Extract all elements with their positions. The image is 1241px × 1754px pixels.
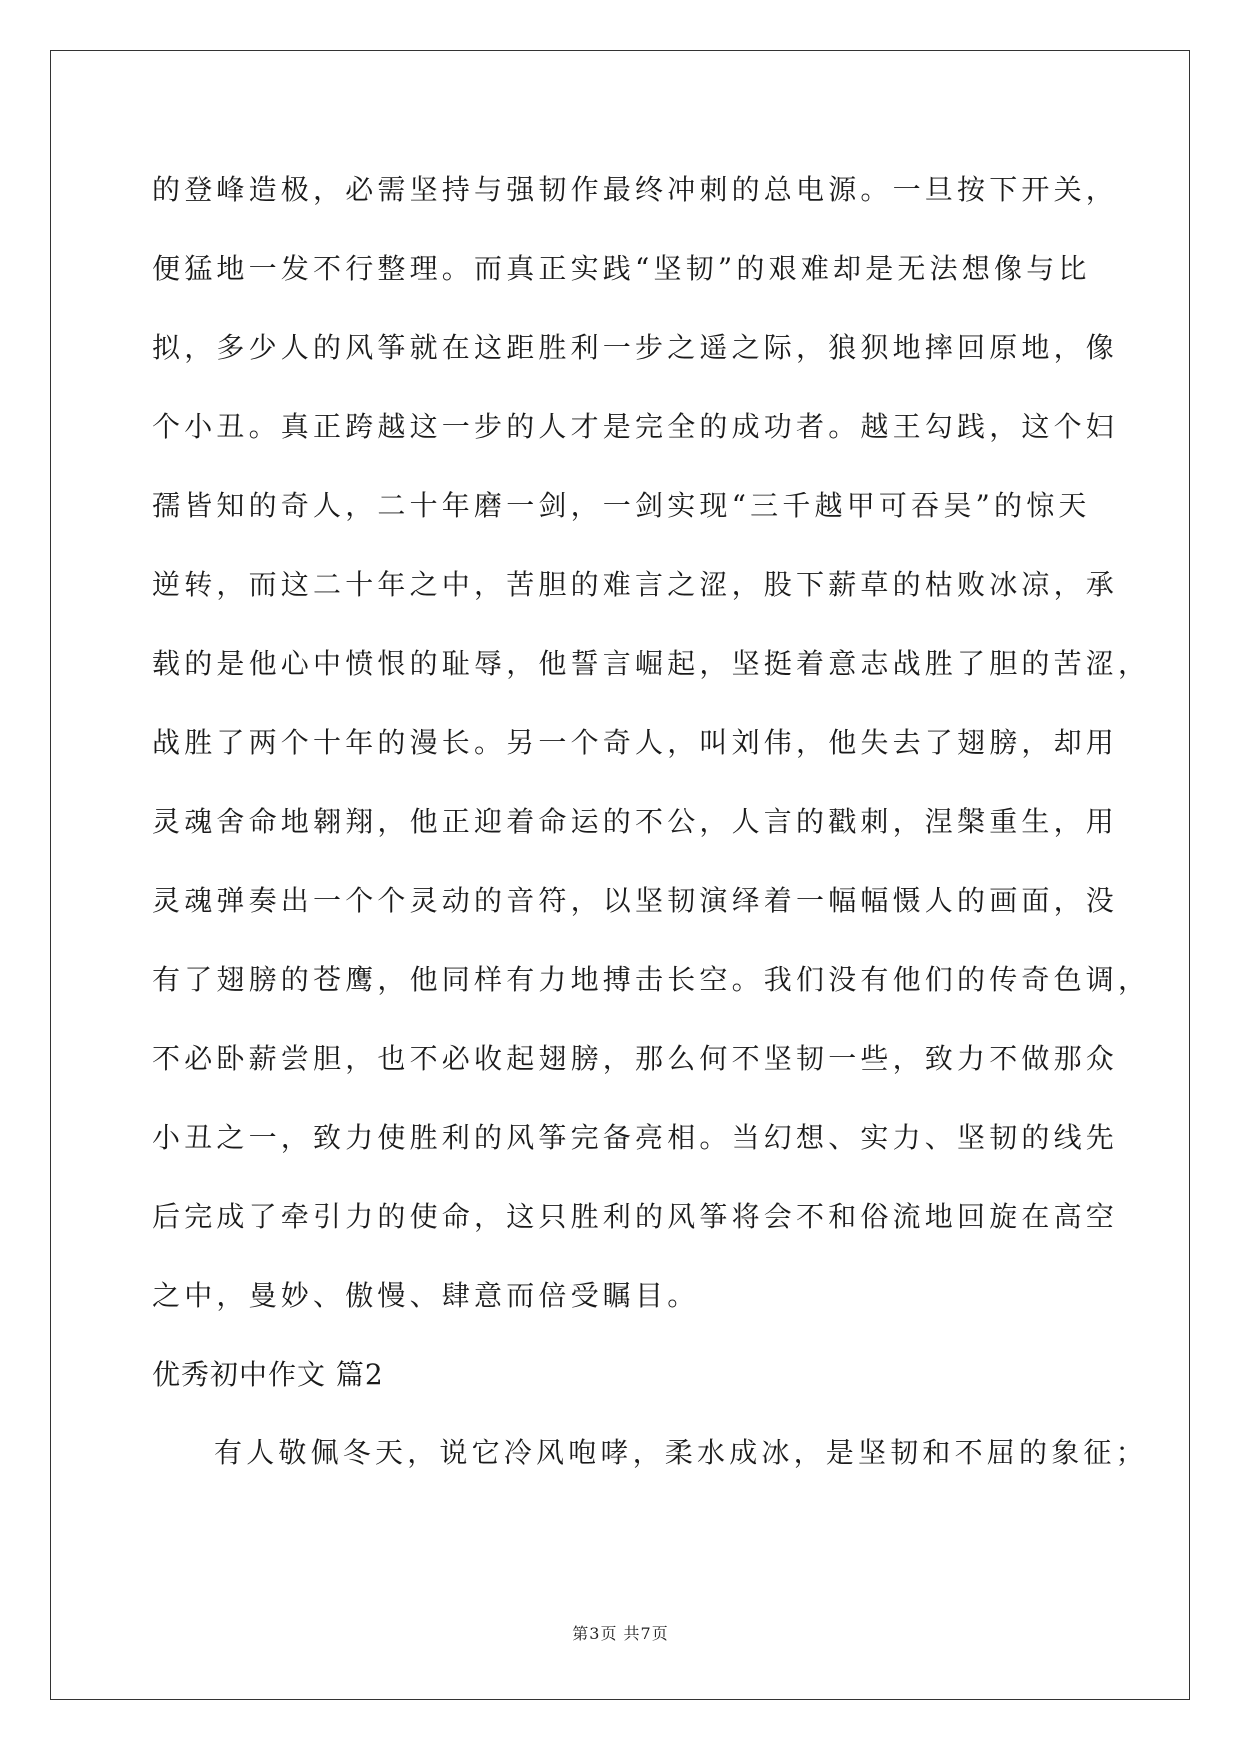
- text-line: 拟，多少人的风筝就在这距胜利一步之遥之际，狼狈地摔回原地，像: [152, 331, 1119, 364]
- text-line: 孺皆知的奇人，二十年磨一剑，一剑实现“三千越甲可吞吴”的惊天: [152, 489, 1091, 522]
- text-line: 小丑之一，致力使胜利的风筝完备亮相。当幻想、实力、坚韧的线先: [152, 1121, 1119, 1154]
- text-line: 灵魂舍命地翱翔，他正迎着命运的不公，人言的戳刺，涅槃重生，用: [152, 805, 1119, 838]
- text-line: 便猛地一发不行整理。而真正实践“坚韧”的艰难却是无法想像与比: [152, 252, 1091, 285]
- section-heading: 优秀初中作文 篇2: [152, 1358, 384, 1391]
- text-line: 载的是他心中愤恨的耻辱，他誓言崛起，坚挺着意志战胜了胆的苦涩，: [152, 647, 1151, 680]
- text-line: 有了翅膀的苍鹰，他同样有力地搏击长空。我们没有他们的传奇色调，: [152, 963, 1151, 996]
- paragraph-first-line: 有人敬佩冬天，说它冷风咆哮，柔水成冰，是坚韧和不屈的象征；: [214, 1436, 1148, 1469]
- text-line: 的登峰造极，必需坚持与强韧作最终冲刺的总电源。一旦按下开关，: [152, 173, 1119, 206]
- document-body: [152, 164, 1151, 1506]
- text-line: 后完成了牵引力的使命，这只胜利的风筝将会不和俗流地回旋在高空: [152, 1200, 1119, 1233]
- text-line: 不必卧薪尝胆，也不必收起翅膀，那么何不坚韧一些，致力不做那众: [152, 1042, 1119, 1075]
- text-line: 灵魂弹奏出一个个灵动的音符，以坚韧演绎着一幅幅慑人的画面，没: [152, 884, 1119, 917]
- text-line: 个小丑。真正跨越这一步的人才是完全的成功者。越王勾践，这个妇: [152, 410, 1119, 443]
- text-line: 战胜了两个十年的漫长。另一个奇人，叫刘伟，他失去了翅膀，却用: [152, 726, 1119, 759]
- text-line: 逆转，而这二十年之中，苦胆的难言之涩，股下薪草的枯败冰凉，承: [152, 568, 1119, 601]
- text-line: 之中，曼妙、傲慢、肆意而倍受瞩目。: [152, 1279, 700, 1312]
- page-number-footer: 第3页 共7页: [572, 1624, 669, 1643]
